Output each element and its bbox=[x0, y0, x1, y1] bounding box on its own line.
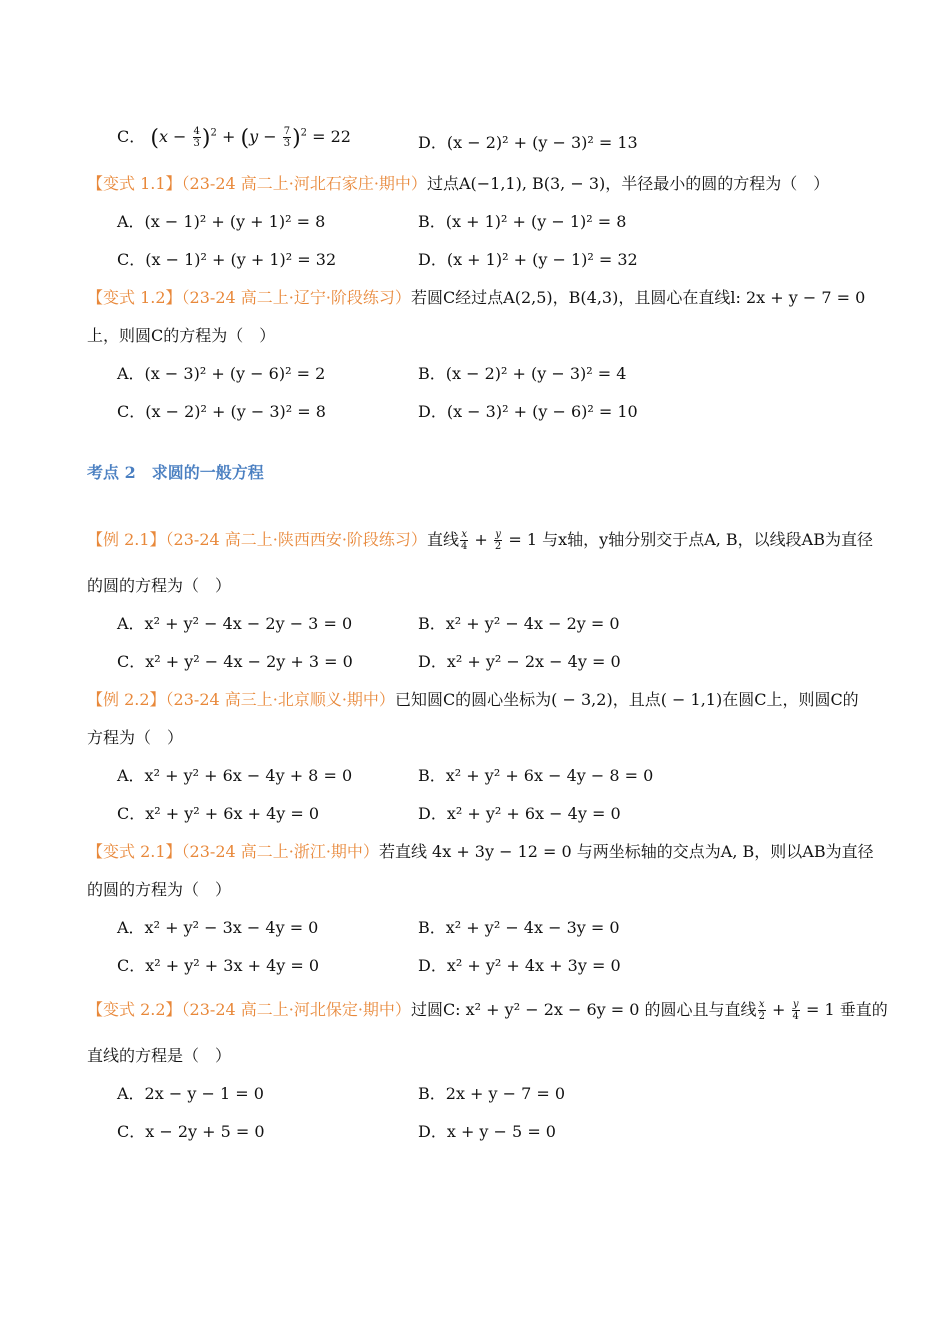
question-tag: 【变式 1.1】 bbox=[87, 174, 182, 193]
section-heading: 考点 2 求圆的一般方程 bbox=[87, 463, 264, 482]
option-d bbox=[418, 130, 638, 153]
question-tag: 【变式 1.2】 bbox=[87, 288, 182, 307]
option-a: A．x² + y² − 3x − 4y = 0 bbox=[117, 918, 319, 937]
option-a: A．(x − 3)² + (y − 6)² = 2 bbox=[117, 364, 326, 383]
question-source: （23-24 高二上·辽宁·阶段练习） bbox=[181, 288, 411, 307]
option-b: B．x² + y² + 6x − 4y − 8 = 0 bbox=[418, 766, 654, 785]
question-source: （23-24 高二上·陕西西安·阶段练习） bbox=[165, 530, 427, 549]
option-b: B．x² + y² − 4x − 2y = 0 bbox=[418, 614, 620, 633]
question-text: = 1 与x轴，y轴分别交于点A, B，以线段AB为直径 bbox=[508, 530, 873, 549]
option-d: D．x + y − 5 = 0 bbox=[418, 1122, 556, 1141]
question-text: 若圆C经过点A(2,5)，B(4,3)，且圆心在直线l: 2x + y − 7 = 0 bbox=[410, 288, 866, 307]
question-text-cont: 的圆的方程为（ ） bbox=[87, 880, 232, 899]
option-a: A．x² + y² + 6x − 4y + 8 = 0 bbox=[117, 766, 353, 785]
option-b: B．(x − 2)² + (y − 3)² = 4 bbox=[418, 364, 627, 383]
fraction-y-over-4: $\frac{y}{4}$ bbox=[792, 999, 799, 1022]
question-text-cont: 方程为（ ） bbox=[87, 728, 184, 747]
question-text-cont: 直线的方程是（ ） bbox=[87, 1046, 232, 1065]
option-b: B．2x + y − 7 = 0 bbox=[418, 1084, 566, 1103]
fraction-x-over-4: $\frac{x}{4}$ bbox=[460, 529, 468, 552]
option-label: D． bbox=[418, 133, 447, 152]
option-a: A．(x − 1)² + (y + 1)² = 8 bbox=[117, 212, 326, 231]
option-a: A．2x − y − 1 = 0 bbox=[117, 1084, 264, 1103]
option-d-text: (x − 2)² + (y − 3)² = 13 bbox=[446, 133, 638, 152]
question-v22-stem: 【变式 2.2】（23-24 高二上·河北保定·期中）过圆C: x² + y² − 2x − 6y = 0 的圆心且与直线 $\frac{x}{2}$ + $\frac{y}{4}$ = 1 垂直的 bbox=[87, 999, 888, 1022]
question-v11-stem bbox=[87, 171, 829, 194]
option-c: C．x² + y² + 3x + 4y = 0 bbox=[117, 956, 320, 975]
option-c: C．(x − 1)² + (y + 1)² = 32 bbox=[117, 250, 337, 269]
option-c: C．x − 2y + 5 = 0 bbox=[117, 1122, 265, 1141]
question-text-cont: 的圆的方程为（ ） bbox=[87, 576, 232, 595]
question-tag: 【变式 2.2】 bbox=[87, 1000, 182, 1019]
fraction-y-over-2: $\frac{y}{2}$ bbox=[494, 529, 502, 552]
question-v12-stem bbox=[87, 285, 865, 308]
option-d: D．(x + 1)² + (y − 1)² = 32 bbox=[418, 250, 638, 269]
question-e21-stem: 【例 2.1】（23-24 高二上·陕西西安·阶段练习）直线 $\frac{x}{4}$ + $\frac{y}{2}$ = 1 与x轴，y轴分别交于点A, B，以线段AB为直径 bbox=[87, 529, 873, 552]
option-c: C．x² + y² + 6x + 4y = 0 bbox=[117, 804, 320, 823]
question-text: 已知圆C的圆心坐标为( − 3,2)，且点( − 1,1)在圆C上，则圆C的 bbox=[394, 690, 859, 709]
question-text: 过点A(−1,1), B(3, − 3)，半径最小的圆的方程为（ ） bbox=[426, 174, 830, 193]
option-d: D．x² + y² + 4x + 3y = 0 bbox=[418, 956, 621, 975]
question-text-cont: 上，则圆C的方程为（ ） bbox=[87, 326, 276, 345]
option-d: D．x² + y² + 6x − 4y = 0 bbox=[418, 804, 621, 823]
option-c-rhs: = 22 bbox=[312, 127, 351, 146]
option-label: C． bbox=[117, 127, 146, 146]
option-d: D．x² + y² − 2x − 4y = 0 bbox=[418, 652, 621, 671]
question-text: 直线 bbox=[426, 530, 459, 549]
question-tag: 【例 2.2】 bbox=[87, 690, 166, 709]
option-b: B．(x + 1)² + (y − 1)² = 8 bbox=[418, 212, 627, 231]
question-source: （23-24 高二上·河北石家庄·期中） bbox=[181, 174, 427, 193]
question-tag: 【例 2.1】 bbox=[87, 530, 166, 549]
option-c-equation: (x − $\frac{4}{3}$ )$^2$ + (y − $\frac{7}{3}$ )$^2$ = 22 bbox=[150, 126, 351, 151]
question-text: 过圆C: x² + y² − 2x − 6y = 0 的圆心且与直线 bbox=[410, 1000, 757, 1019]
option-c: C．(x − 2)² + (y − 3)² = 8 bbox=[117, 402, 326, 421]
question-source: （23-24 高三上·北京顺义·期中） bbox=[165, 690, 395, 709]
option-a: A．x² + y² − 4x − 2y − 3 = 0 bbox=[117, 614, 353, 633]
question-text: = 1 垂直的 bbox=[805, 1000, 888, 1019]
question-tag: 【变式 2.1】 bbox=[87, 842, 182, 861]
option-b: B．x² + y² − 4x − 3y = 0 bbox=[418, 918, 620, 937]
option-d: D．(x − 3)² + (y − 6)² = 10 bbox=[418, 402, 638, 421]
question-source: （23-24 高二上·河北保定·期中） bbox=[181, 1000, 411, 1019]
question-v21-stem bbox=[87, 839, 874, 862]
option-c: C．x² + y² − 4x − 2y + 3 = 0 bbox=[117, 652, 353, 671]
fraction-x-over-2: $\frac{x}{2}$ bbox=[758, 999, 765, 1022]
question-text: 若直线 4x + 3y − 12 = 0 与两坐标轴的交点为A, B，则以AB为直径 bbox=[378, 842, 874, 861]
question-e22-stem bbox=[87, 687, 859, 710]
option-c bbox=[117, 124, 351, 151]
question-source: （23-24 高二上·浙江·期中） bbox=[181, 842, 379, 861]
